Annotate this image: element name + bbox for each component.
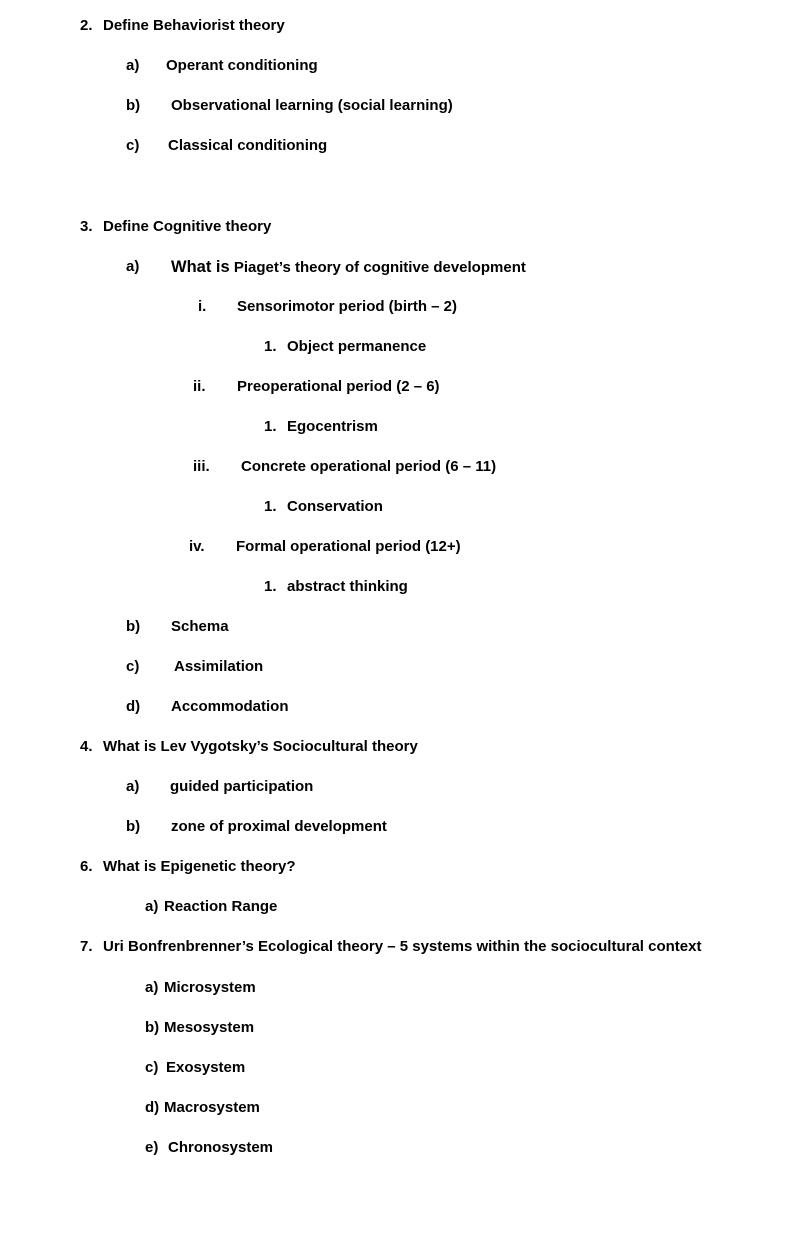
list-marker: a) <box>126 258 140 275</box>
list-marker: a) <box>145 979 159 996</box>
list-marker: iii. <box>193 458 210 475</box>
list-marker: 1. <box>264 498 277 515</box>
list-marker: a) <box>145 898 159 915</box>
list-marker: 1. <box>264 418 277 435</box>
list-marker: a) <box>126 57 140 74</box>
list-marker: d) <box>126 698 141 715</box>
list-marker: b) <box>126 97 141 114</box>
list-item-text: Operant conditioning <box>166 57 318 74</box>
list-marker: b) <box>145 1019 160 1036</box>
list-item-text: Conservation <box>287 498 383 515</box>
heading-text: What is Epigenetic theory? <box>103 858 296 875</box>
list-item-text: Microsystem <box>164 979 256 996</box>
list-marker: c) <box>145 1059 159 1076</box>
list-marker: d) <box>145 1099 160 1116</box>
list-marker: a) <box>126 778 140 795</box>
heading-text: Define Behaviorist theory <box>103 17 285 34</box>
list-marker: 4. <box>80 738 93 755</box>
heading-text: What is Lev Vygotsky’s Sociocultural theory <box>103 738 418 755</box>
list-marker: c) <box>126 137 140 154</box>
list-marker: b) <box>126 618 141 635</box>
list-item-text: Preoperational period (2 – 6) <box>237 378 440 395</box>
heading-text: Define Cognitive theory <box>103 218 272 235</box>
list-marker: b) <box>126 818 141 835</box>
list-item-text: Chronosystem <box>168 1139 274 1156</box>
list-marker: 3. <box>80 218 93 235</box>
list-item-text: Object permanence <box>287 338 427 355</box>
list-item-text: Formal operational period (12+) <box>236 538 461 555</box>
list-item-text: Mesosystem <box>164 1019 255 1036</box>
list-marker: 2. <box>80 17 93 34</box>
list-marker: i. <box>198 298 207 315</box>
list-item-text: Schema <box>171 618 229 635</box>
heading-text: Uri Bonfrenbrenner’s Ecological theory – 5 systems within the sociocultural context <box>103 938 702 955</box>
list-item-text: Egocentrism <box>287 418 378 435</box>
list-marker: 7. <box>80 938 93 955</box>
list-item-text: Observational learning (social learning) <box>171 97 453 114</box>
list-item-text <box>171 257 526 278</box>
list-marker: 1. <box>264 578 277 595</box>
list-item-text: Classical conditioning <box>168 137 328 154</box>
list-item-text: zone of proximal development <box>171 818 387 835</box>
list-item-text: Concrete operational period (6 – 11) <box>241 458 497 475</box>
list-marker: iv. <box>189 538 205 555</box>
list-marker: e) <box>145 1139 159 1156</box>
list-marker: 1. <box>264 338 277 355</box>
list-marker: ii. <box>193 378 206 395</box>
list-item-text: Accommodation <box>171 698 289 715</box>
list-item-text: abstract thinking <box>287 578 408 595</box>
text-prefix: What is <box>171 258 230 276</box>
list-marker: c) <box>126 658 140 675</box>
list-item-text: Exosystem <box>166 1059 246 1076</box>
list-item-text: Assimilation <box>174 658 264 675</box>
list-item-text: Reaction Range <box>164 898 278 915</box>
list-item-text: Sensorimotor period (birth – 2) <box>237 298 458 315</box>
text-main: Piaget’s theory of cognitive development <box>233 259 526 276</box>
list-marker: 6. <box>80 858 93 875</box>
list-item-text: guided participation <box>170 778 314 795</box>
list-item-text: Macrosystem <box>164 1099 260 1116</box>
